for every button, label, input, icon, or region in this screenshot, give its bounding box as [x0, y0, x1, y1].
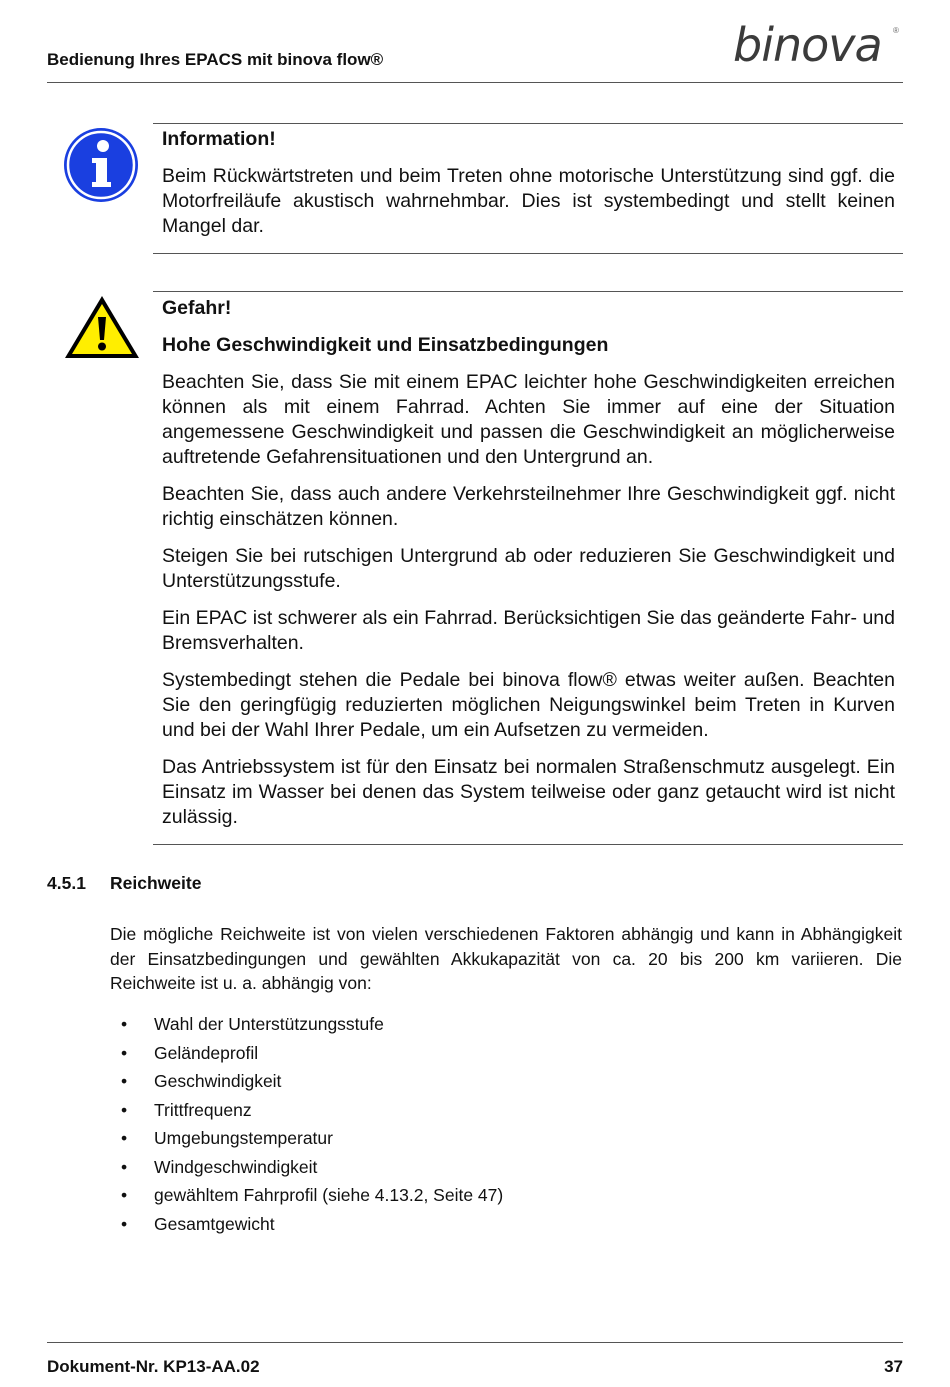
danger-paragraph: Beachten Sie, dass auch andere Verkehrsteilnehmer Ihre Geschwindigkeit ggf. nicht richtig einschätzen können.	[162, 483, 895, 530]
danger-paragraph: Steigen Sie bei rutschigen Untergrund ab oder reduzieren Sie Geschwindigkeit und Unterstützungsstufe.	[162, 545, 895, 592]
list-item: • Gesamtgewicht	[110, 1212, 503, 1241]
list-item: • Umgebungstemperatur	[110, 1126, 503, 1155]
list-item: • Geschwindigkeit	[110, 1069, 503, 1098]
list-item: • Geländeprofil	[110, 1041, 503, 1070]
section-title: Reichweite	[110, 873, 202, 893]
logo-registered-mark: ®	[893, 26, 899, 35]
logo-text: binova	[733, 18, 882, 72]
danger-paragraph: Das Antriebssystem ist für den Einsatz bei normalen Straßenschmutz ausgelegt. Ein Einsatz im Wasser bei denen das System teilweise oder ganz getaucht wird ist nicht zulässig.	[162, 756, 895, 828]
info-box-top-rule	[153, 123, 903, 124]
list-item: • Wahl der Unterstützungsstufe	[110, 1012, 503, 1041]
page-number: 37	[884, 1357, 903, 1376]
danger-paragraph: Ein EPAC ist schwerer als ein Fahrrad. Berücksichtigen Sie das geänderte Fahr- und Bremsverhalten.	[162, 607, 895, 654]
info-icon	[63, 127, 139, 203]
danger-heading: Hohe Geschwindigkeit und Einsatzbedingungen	[162, 334, 609, 356]
section-intro: Die mögliche Reichweite ist von vielen verschiedenen Faktoren abhängig und kann in Abhängigkeit der Einsatzbedingungen und gewählten Akkukapazität von ca. 20 bis 200 km variieren. Die Reichweite ist u. a. abhängig von:	[110, 924, 902, 993]
list-item: • Trittfrequenz	[110, 1098, 503, 1127]
info-box-bottom-rule	[153, 253, 903, 254]
range-factors-list	[110, 1012, 503, 1240]
warning-icon	[62, 293, 142, 361]
danger-paragraph: Systembedingt stehen die Pedale bei binova flow® etwas weiter außen. Beachten Sie den geringfügig reduzierten möglichen Neigungswinkel beim Treten in Kurven und bei der Wahl Ihrer Pedale, um ein Aufsetzen zu vermeiden.	[162, 669, 895, 741]
section-number: 4.5.1	[47, 873, 86, 893]
list-item: • Windgeschwindigkeit	[110, 1155, 503, 1184]
info-box-content	[162, 127, 895, 239]
danger-box-bottom-rule	[153, 844, 903, 845]
danger-box-content	[162, 296, 895, 830]
list-item: • gewähltem Fahrprofil (siehe 4.13.2, Seite 47)	[110, 1183, 503, 1212]
document-number: Dokument-Nr. KP13-AA.02	[47, 1357, 260, 1376]
danger-paragraph: Beachten Sie, dass Sie mit einem EPAC leichter hohe Geschwindigkeiten erreichen können als mit einem Fahrrad. Achten Sie immer auf eine der Situation angemessene Geschwindigkeit und passen die Geschwindigkeit an möglicherweise auftretende Gefahrensituationen und den Untergrund an.	[162, 371, 895, 468]
footer-rule	[47, 1342, 903, 1343]
document-header-title: Bedienung Ihres EPACS mit binova flow®	[47, 50, 384, 69]
info-label: Information!	[162, 128, 276, 150]
binova-logo	[733, 18, 908, 72]
danger-box-top-rule	[153, 291, 903, 292]
header-rule	[47, 82, 903, 83]
info-text: Beim Rückwärtstreten und beim Treten ohne motorische Unterstützung sind ggf. die Motorfreiläufe akustisch wahrnehmbar. Dies ist systembedingt und stellt keinen Mangel dar.	[162, 165, 895, 237]
danger-label: Gefahr!	[162, 297, 232, 319]
